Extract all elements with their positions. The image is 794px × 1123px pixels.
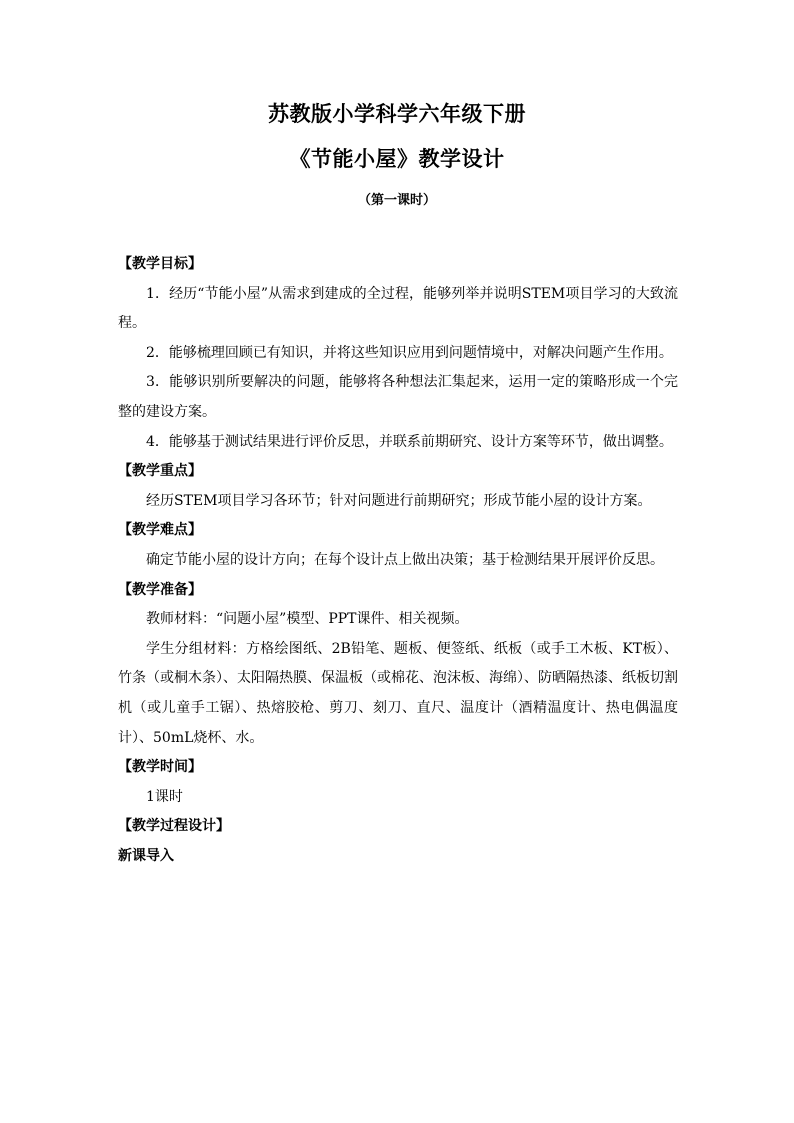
objective-item: 1．经历“节能小屋”从需求到建成的全过程，能够列举并说明STEM项目学习的大致流程。 <box>118 285 678 332</box>
teacher-materials: 教师材料：“问题小屋”模型、PPT课件、相关视频。 <box>146 611 469 628</box>
key-points-heading: 【教学重点】 <box>118 463 202 480</box>
process-first-step: 新课导入 <box>118 847 174 864</box>
objectives-heading: 【教学目标】 <box>118 256 202 272</box>
lesson-period: （第一课时） <box>357 193 436 208</box>
difficulties-heading: 【教学难点】 <box>118 522 202 539</box>
preparation-heading: 【教学准备】 <box>118 581 202 598</box>
process-heading: 【教学过程设计】 <box>118 818 230 835</box>
time-text: 1课时 <box>146 788 183 805</box>
document-body <box>118 250 678 871</box>
difficulties-text: 确定节能小屋的设计方向；在每个设计点上做出决策；基于检测结果开展评价反思。 <box>146 551 664 568</box>
document-title: 苏教版小学科学六年级下册 <box>268 101 526 126</box>
student-materials: 学生分组材料：方格绘图纸、2B铅笔、题板、便签纸、纸板（或手工木板、KT板）、竹条（或桐木条）、太阳隔热膜、保温板（或棉花、泡沫板、海绵）、防晒隔热漆、纸板切割机（或儿童手工锯）、热熔胶枪、剪刀、刻刀、直尺、温度计（酒精温度计、热电偶温度计）、50mL烧杯、水。 <box>118 640 678 746</box>
objective-item: 4．能够基于测试结果进行评价反思，并联系前期研究、设计方案等环节，做出调整。 <box>146 433 673 450</box>
objective-item: 2．能够梳理回顾已有知识，并将这些知识应用到问题情境中，对解决问题产生作用。 <box>146 344 673 361</box>
key-points-text: 经历STEM项目学习各环节；针对问题进行前期研究；形成节能小屋的设计方案。 <box>146 492 652 509</box>
lesson-title: 《节能小屋》教学设计 <box>289 146 505 171</box>
objective-item: 3．能够识别所要解决的问题，能够将各种想法汇集起来，运用一定的策略形成一个完整的建设方案。 <box>118 374 678 420</box>
time-heading: 【教学时间】 <box>118 759 202 776</box>
